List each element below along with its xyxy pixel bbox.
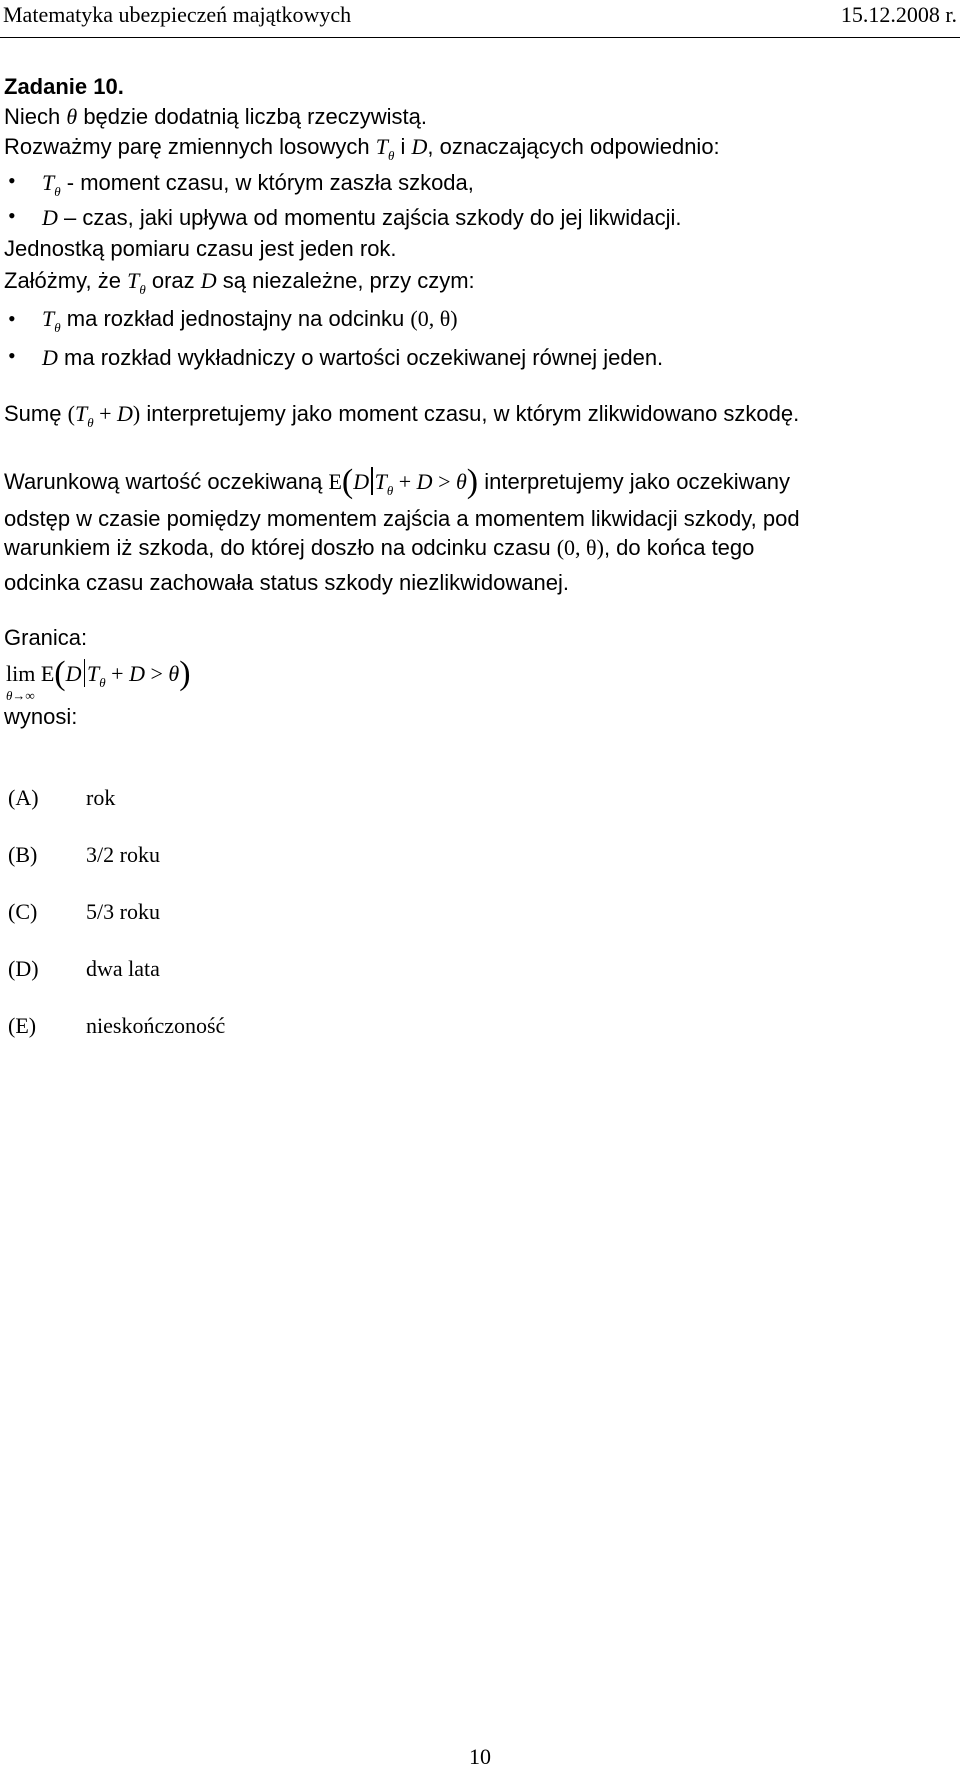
text: Warunkową wartość oczekiwaną: [4, 469, 323, 494]
answer-label-c: (C): [8, 899, 38, 924]
variables-line: [4, 134, 720, 163]
text: – czas, jaki upływa od momentu zajścia szkody do jej likwidacji.: [64, 205, 682, 230]
E-symbol: E: [40, 661, 55, 686]
sum-line: Sumę $(T_\theta + D)$ interpretujemy jako moment czasu, w którym zlikwidowano szkodę.: [4, 401, 800, 430]
conditional-expectation-line: Warunkową wartość oczekiwaną E(D $T_\theta + D > \theta$) interpretujemy jako oczekiwany: [4, 463, 790, 500]
text: Załóżmy, że: [4, 268, 121, 293]
bullet-item-T: [42, 170, 474, 199]
limit-expression: lim θ→∞ E(D $T_\theta + D > \theta$): [6, 659, 191, 690]
theta-subscript: θ: [87, 415, 94, 430]
gt-sign: >: [438, 469, 451, 494]
text: są niezależne, przy czym:: [222, 268, 475, 293]
T-symbol: T: [375, 134, 388, 159]
answer-label-d: (D): [8, 956, 39, 981]
D-symbol: D: [353, 469, 370, 494]
text: Rozważmy parę zmiennych losowych: [4, 134, 370, 159]
plus-sign: +: [111, 661, 124, 686]
theta-subscript: θ: [54, 184, 61, 199]
text: , do końca tego: [603, 535, 755, 560]
theta-subscript: θ: [139, 282, 146, 297]
D-symbol: D: [411, 134, 428, 159]
text: będzie dodatnią liczbą rzeczywistą.: [83, 104, 427, 129]
bullet-icon: •: [8, 306, 16, 331]
theta-symbol: θ: [168, 661, 180, 686]
T-symbol: T: [42, 306, 55, 331]
D-symbol: D: [129, 661, 145, 686]
D-symbol: D: [42, 345, 58, 370]
answer-text-e: nieskończoność: [86, 1013, 226, 1038]
answer-text-a: rok: [86, 785, 116, 810]
text: ma rozkład wykładniczy o wartości oczekiwanej równej jeden.: [64, 345, 664, 370]
theta-subscript: θ: [386, 483, 394, 498]
page-header: [0, 2, 960, 38]
bullet-icon: •: [8, 343, 16, 368]
T-symbol: T: [42, 170, 55, 195]
D-symbol: D: [200, 268, 217, 293]
text: Sumę: [4, 401, 62, 426]
bullet-item-uniform: [42, 306, 458, 335]
text: - moment czasu, w którym zaszła szkoda,: [66, 170, 474, 195]
text: Niech: [4, 104, 61, 129]
D-symbol: D: [42, 205, 58, 230]
answer-text-c: 5/3 roku: [86, 899, 160, 924]
answer-label-b: (B): [8, 842, 38, 867]
lim-subscript: θ→∞: [6, 688, 35, 703]
answer-text-b: 3/2 roku: [86, 842, 160, 867]
theta-subscript: θ: [99, 675, 106, 690]
text: warunkiem iż szkoda, do której doszło na odcinku czasu: [4, 535, 551, 560]
unit-line: Jednostką pomiaru czasu jest jeden rok.: [4, 236, 397, 261]
answer-label-e: (E): [8, 1013, 37, 1038]
bullet-item-exponential: [42, 345, 663, 371]
text: , oznaczających odpowiednio:: [427, 134, 720, 159]
text: interpretujemy jako moment czasu, w którym zlikwidowano szkodę.: [146, 401, 800, 426]
T-symbol: T: [74, 401, 88, 426]
text: i: [400, 134, 406, 159]
text: oraz: [151, 268, 195, 293]
bullet-icon: •: [8, 168, 16, 193]
T-symbol: T: [87, 661, 100, 686]
D-symbol: D: [117, 401, 133, 426]
text: interpretujemy jako oczekiwany: [484, 469, 790, 494]
conditional-line-4: odcinka czasu zachowała status szkody niezlikwidowanej.: [4, 570, 569, 595]
limit-label: Granica:: [4, 625, 88, 650]
bullet-icon: •: [8, 203, 16, 228]
theta-subscript: θ: [54, 320, 61, 335]
answer-label-a: (A): [8, 785, 39, 810]
plus-sign: +: [99, 401, 112, 426]
wynosi-label: wynosi:: [4, 704, 78, 729]
answer-text-d: dwa lata: [86, 956, 160, 981]
T-symbol: T: [127, 268, 140, 293]
conditional-line-2: odstęp w czasie pomiędzy momentem zajścia a momentem likwidacji szkody, pod: [4, 506, 800, 531]
header-title: Matematyka ubezpieczeń majątkowych: [3, 2, 352, 27]
text: ma rozkład jednostajny na odcinku: [66, 306, 405, 331]
problem-heading: Zadanie 10.: [4, 74, 124, 99]
gt-sign: >: [150, 661, 163, 686]
bullet-item-D: [42, 205, 682, 231]
theta-symbol: θ: [66, 104, 78, 129]
intro-line: [4, 104, 427, 130]
T-symbol: T: [374, 469, 387, 494]
interval-expression: (0, θ): [410, 306, 458, 331]
theta-symbol: θ: [455, 469, 467, 494]
theta-subscript: θ: [387, 148, 395, 163]
conditional-line-3: [4, 535, 754, 561]
E-symbol: E: [328, 469, 342, 494]
lim-operator: lim: [6, 661, 36, 686]
assumption-line: [4, 268, 475, 297]
plus-sign: +: [398, 469, 412, 494]
D-symbol: D: [65, 661, 82, 686]
header-date: 15.12.2008 r.: [840, 2, 957, 27]
D-symbol: D: [416, 469, 433, 494]
interval-expression: (0, θ): [556, 535, 604, 560]
page-number: 10: [469, 1744, 491, 1769]
